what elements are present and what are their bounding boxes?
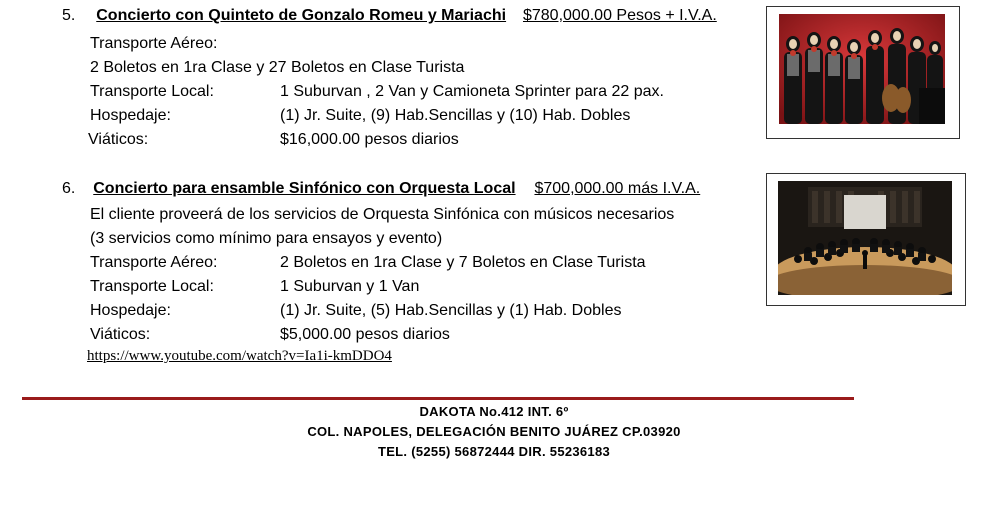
footer-divider [22, 397, 854, 400]
youtube-link[interactable]: https://www.youtube.com/watch?v=Ia1i-kmDDO4 [87, 348, 392, 364]
item5-title: Concierto con Quinteto de Gonzalo Romeu y Mariachi [96, 7, 507, 24]
item5-transporte-aereo-label: Transporte Aéreo: [90, 35, 218, 52]
footer-address-line1: DAKOTA No.412 INT. 6º [419, 404, 569, 419]
footer-address-line2: COL. NAPOLES, DELEGACIÓN BENITO JUÁREZ CP.03920 [307, 424, 681, 439]
item6-transporte-aereo-value: 2 Boletos en 1ra Clase y 7 Boletos en Clase Turista [280, 254, 646, 271]
item5-price: $780,000.00 Pesos + I.V.A. [522, 7, 717, 24]
item6-viaticos-label: Viáticos: [90, 326, 151, 343]
item5-transporte-local-label: Transporte Local: [90, 83, 214, 100]
mariachi-photo [779, 14, 945, 124]
item6-hospedaje-value: (1) Jr. Suite, (5) Hab.Sencillas y (1) Hab. Dobles [280, 302, 622, 319]
item5-header [62, 6, 717, 26]
item6-hospedaje-label: Hospedaje: [90, 302, 171, 319]
item6-transporte-local-label: Transporte Local: [90, 278, 214, 295]
item6-price: $700,000.00 más I.V.A. [534, 180, 701, 197]
footer-phone-line: TEL. (5255) 56872444 DIR. 55236183 [377, 444, 611, 459]
item6-transporte-local-value: 1 Suburvan y 1 Van [280, 278, 420, 295]
item5-viaticos-value: $16,000.00 pesos diarios [280, 131, 459, 148]
item6-header [62, 179, 700, 199]
item6-number: 6. [62, 180, 76, 197]
item6-transporte-aereo-label: Transporte Aéreo: [90, 254, 218, 271]
orchestra-photo [778, 181, 952, 295]
item5-boletos-line: 2 Boletos en 1ra Clase y 27 Boletos en Clase Turista [90, 59, 465, 76]
item5-hospedaje-label: Hospedaje: [90, 107, 171, 124]
item5-viaticos-label: Viáticos: [88, 131, 149, 148]
item5-transporte-local-value: 1 Suburvan , 2 Van y Camioneta Sprinter para 22 pax. [280, 83, 664, 100]
item5-number: 5. [62, 7, 76, 24]
item5-hospedaje-value: (1) Jr. Suite, (9) Hab.Sencillas y (10) Hab. Dobles [280, 107, 631, 124]
item6-title: Concierto para ensamble Sinfónico con Orquesta Local [93, 180, 516, 197]
item6-desc-line2: (3 servicios como mínimo para ensayos y evento) [90, 230, 443, 247]
item6-viaticos-value: $5,000.00 pesos diarios [280, 326, 450, 343]
item6-desc-line1: El cliente proveerá de los servicios de Orquesta Sinfónica con músicos necesarios [90, 206, 675, 223]
